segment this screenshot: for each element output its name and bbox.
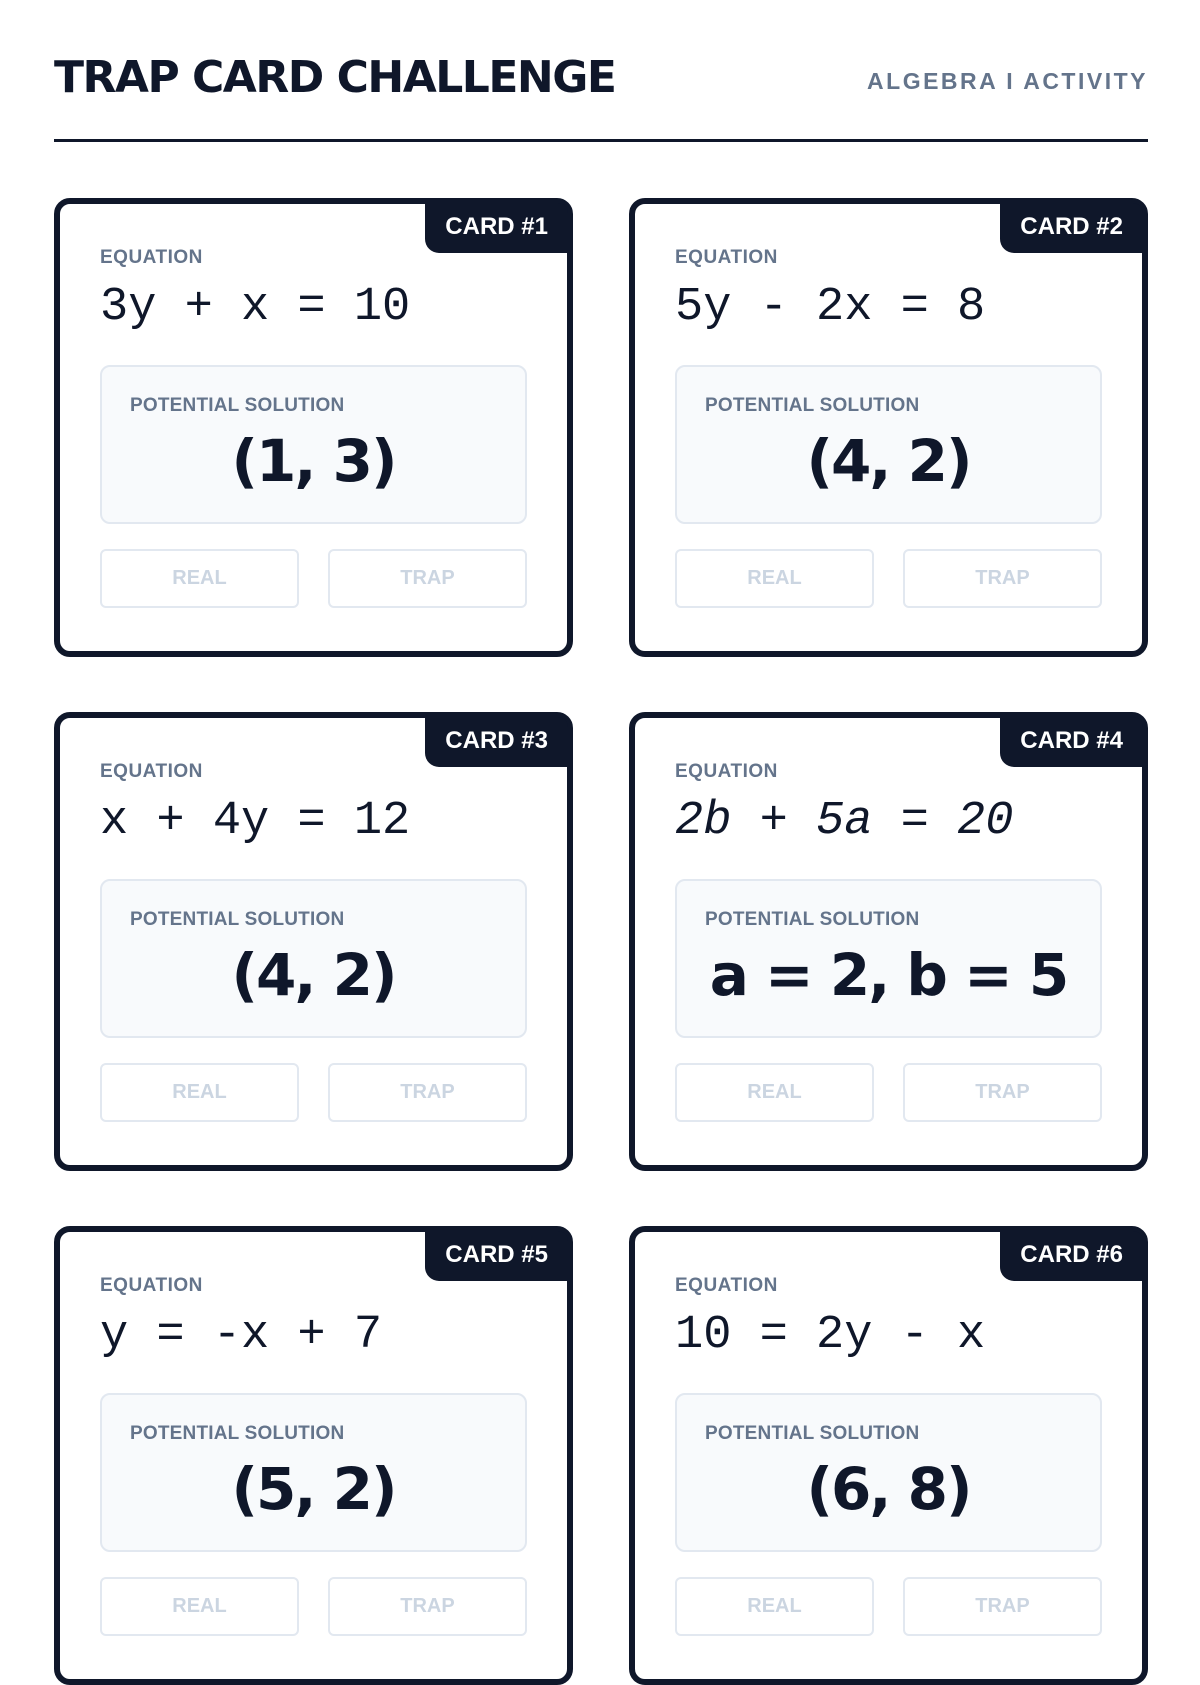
card-6 (629, 1226, 1148, 1685)
equation-text: y = -x + 7 (100, 1309, 383, 1362)
solution-box (675, 879, 1102, 1038)
card-1 (54, 198, 573, 657)
solution-box (100, 879, 527, 1038)
real-button[interactable]: REAL (675, 1577, 874, 1636)
solution-label: POTENTIAL SOLUTION (130, 1423, 345, 1444)
solution-label: POTENTIAL SOLUTION (130, 909, 345, 930)
card-badge: CARD #6 (1000, 1231, 1143, 1281)
real-button[interactable]: REAL (100, 549, 299, 608)
card-4 (629, 712, 1148, 1171)
page-title: TRAP CARD CHALLENGE (54, 52, 616, 103)
card-badge: CARD #3 (425, 717, 568, 767)
equation-label: EQUATION (675, 247, 778, 268)
solution-value: (1, 3) (231, 427, 396, 495)
real-button[interactable]: REAL (100, 1063, 299, 1122)
equation-text: x + 4y = 12 (100, 795, 411, 848)
real-button[interactable]: REAL (100, 1577, 299, 1636)
solution-value: a = 2, b = 5 (709, 941, 1068, 1009)
equation-text: 2b + 5a = 20 (675, 795, 1014, 848)
equation-label: EQUATION (100, 1275, 203, 1296)
equation-label: EQUATION (675, 1275, 778, 1296)
trap-button[interactable]: TRAP (328, 1577, 527, 1636)
card-5 (54, 1226, 573, 1685)
solution-value: (6, 8) (806, 1455, 971, 1523)
card-badge: CARD #4 (1000, 717, 1143, 767)
card-badge: CARD #2 (1000, 203, 1143, 253)
solution-label: POTENTIAL SOLUTION (705, 909, 920, 930)
equation-text: 10 = 2y - x (675, 1309, 986, 1362)
trap-button[interactable]: TRAP (328, 549, 527, 608)
solution-box (100, 1393, 527, 1552)
solution-box (675, 365, 1102, 524)
equation-label: EQUATION (100, 761, 203, 782)
equation-text: 3y + x = 10 (100, 281, 411, 334)
equation-label: EQUATION (675, 761, 778, 782)
subject-tag: ALGEBRA I ACTIVITY (867, 68, 1148, 94)
real-button[interactable]: REAL (675, 1063, 874, 1122)
solution-box (100, 365, 527, 524)
card-2 (629, 198, 1148, 657)
solution-value: (4, 2) (231, 941, 396, 1009)
solution-label: POTENTIAL SOLUTION (705, 395, 920, 416)
card-grid (54, 198, 1148, 1685)
card-3 (54, 712, 573, 1171)
solution-value: (4, 2) (806, 427, 971, 495)
solution-box (675, 1393, 1102, 1552)
card-badge: CARD #5 (425, 1231, 568, 1281)
trap-button[interactable]: TRAP (903, 549, 1102, 608)
trap-button[interactable]: TRAP (903, 1577, 1102, 1636)
trap-button[interactable]: TRAP (903, 1063, 1102, 1122)
equation-label: EQUATION (100, 247, 203, 268)
solution-label: POTENTIAL SOLUTION (705, 1423, 920, 1444)
real-button[interactable]: REAL (675, 549, 874, 608)
page-header (54, 46, 1148, 142)
trap-button[interactable]: TRAP (328, 1063, 527, 1122)
card-badge: CARD #1 (425, 203, 568, 253)
solution-value: (5, 2) (231, 1455, 396, 1523)
equation-text: 5y - 2x = 8 (675, 281, 986, 334)
solution-label: POTENTIAL SOLUTION (130, 395, 345, 416)
